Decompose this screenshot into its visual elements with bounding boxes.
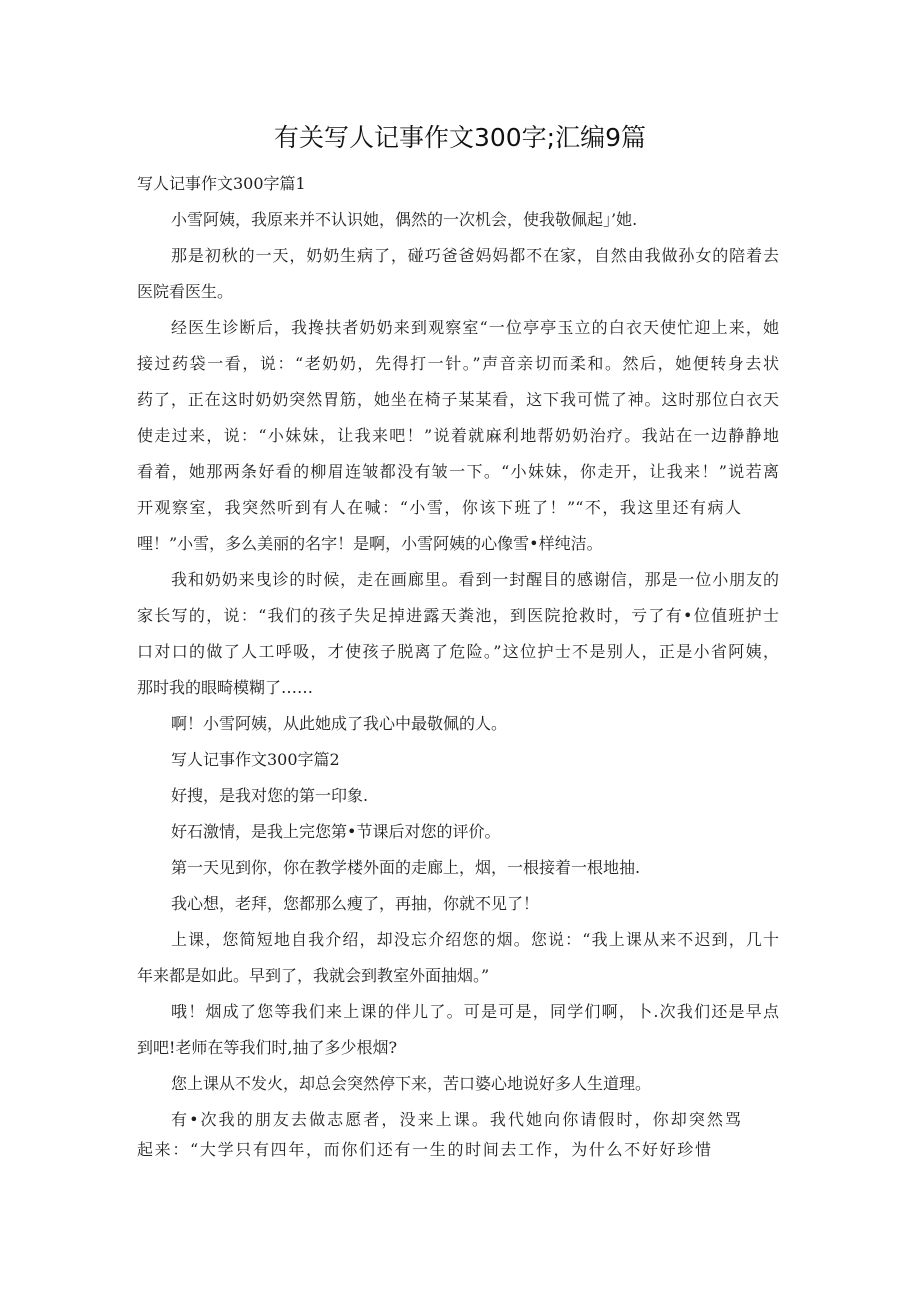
paragraph-line: 您上课从不发火，却总会突然停下来，苦口婆心地说好多人生道理。 [171,1074,652,1093]
paragraph-line: 使走过来，说：“小妹妹，让我来吧！”说着就麻利地帮奶奶治疗。我站在一边静静地 [137,426,779,445]
document-title: 有关写人记事作文300字;汇编9篇 [273,123,647,152]
paragraph-line: 起来：“大学只有四年，而你们还有一生的时间去工作，为什么不好好珍惜 [137,1140,711,1159]
paragraph-line: 小雪阿姨，我原来并不认识她，偶然的一次机会，使我敬佩起」’她. [171,210,638,229]
paragraph-line: 好搜，是我对您的第一印象. [171,786,369,805]
paragraph-line: 有•次我的朋友去做志愿者，没来上课。我代她向你请假时，你却突然骂 [171,1110,741,1129]
paragraph-line: 哩！”小雪，多么美丽的名字！是啊，小雪阿姨的心像雪•样纯洁。 [137,534,603,553]
paragraph-line: 我和奶奶来曳诊的时候，走在画廊里。看到一封醒目的感谢信，那是一位小朋友的 [171,570,779,589]
paragraph-line: 好石激情，是我上完您第•节课后对您的评价。 [171,822,501,841]
paragraph-line: 家长写的，说：“我们的孩子失足掉进露天粪池，到医院抢救时，亏了有•位值班护士 [137,606,779,625]
paragraph-line: 啊！小雪阿姨，从此她成了我心中最敬佩的人。 [171,714,508,733]
paragraph-line: 那时我的眼畸模糊了…… [137,678,314,697]
paragraph-line: 经医生诊断后，我搀扶者奶奶来到观察室“一位亭亭玉立的白衣天使忙迎上来，她 [171,318,779,337]
section-heading: 写人记事作文300字篇1 [137,174,306,193]
paragraph-line: 接过药袋一看，说：“老奶奶，先得打一针。”声音亲切而柔和。然后，她便转身去状 [137,354,779,373]
paragraph-line: 医院看医生。 [137,282,234,301]
paragraph-line: 那是初秋的一天，奶奶生病了，碰巧爸爸妈妈都不在家，自然由我做孙女的陪着去 [171,246,779,265]
paragraph-line: 上课，您简短地自我介绍，却没忘介绍您的烟。您说：“我上课从来不迟到，几十 [171,930,779,949]
paragraph-line: 我心想，老拜，您都那么瘦了，再抽，你就不见了！ [171,894,540,913]
paragraph-line: 看着，她那两条好看的柳眉连皱都没有皱一下。“小妹妹，你走开，让我来！”说若离 [137,462,779,481]
paragraph-line: 哦！烟成了您等我们来上课的伴儿了。可是可是，同学们啊，卜.次我们还是早点 [171,1002,779,1021]
paragraph-line: 到吧!老师在等我们时,抽了多少根烟? [137,1038,398,1057]
section-heading: 写人记事作文300字篇2 [171,750,340,769]
paragraph-line: 第一天见到你，你在教学楼外面的走廊上，烟，一根接着一根地抽. [171,858,641,877]
paragraph-line: 开观察室，我突然听到有人在喊：“小雪，你该下班了！”“不，我这里还有病人 [137,498,741,517]
paragraph-line: 口对口的做了人工呼吸，才使孩子脱离了危险。”这位护士不是别人，正是小省阿姨， [137,642,779,661]
paragraph-line: 年来都是如此。早到了，我就会到教室外面抽烟。” [137,966,490,985]
paragraph-line: 药了，正在这时奶奶突然胃筋，她坐在椅子某某看，这下我可慌了神。这时那位白衣天 [137,390,779,409]
